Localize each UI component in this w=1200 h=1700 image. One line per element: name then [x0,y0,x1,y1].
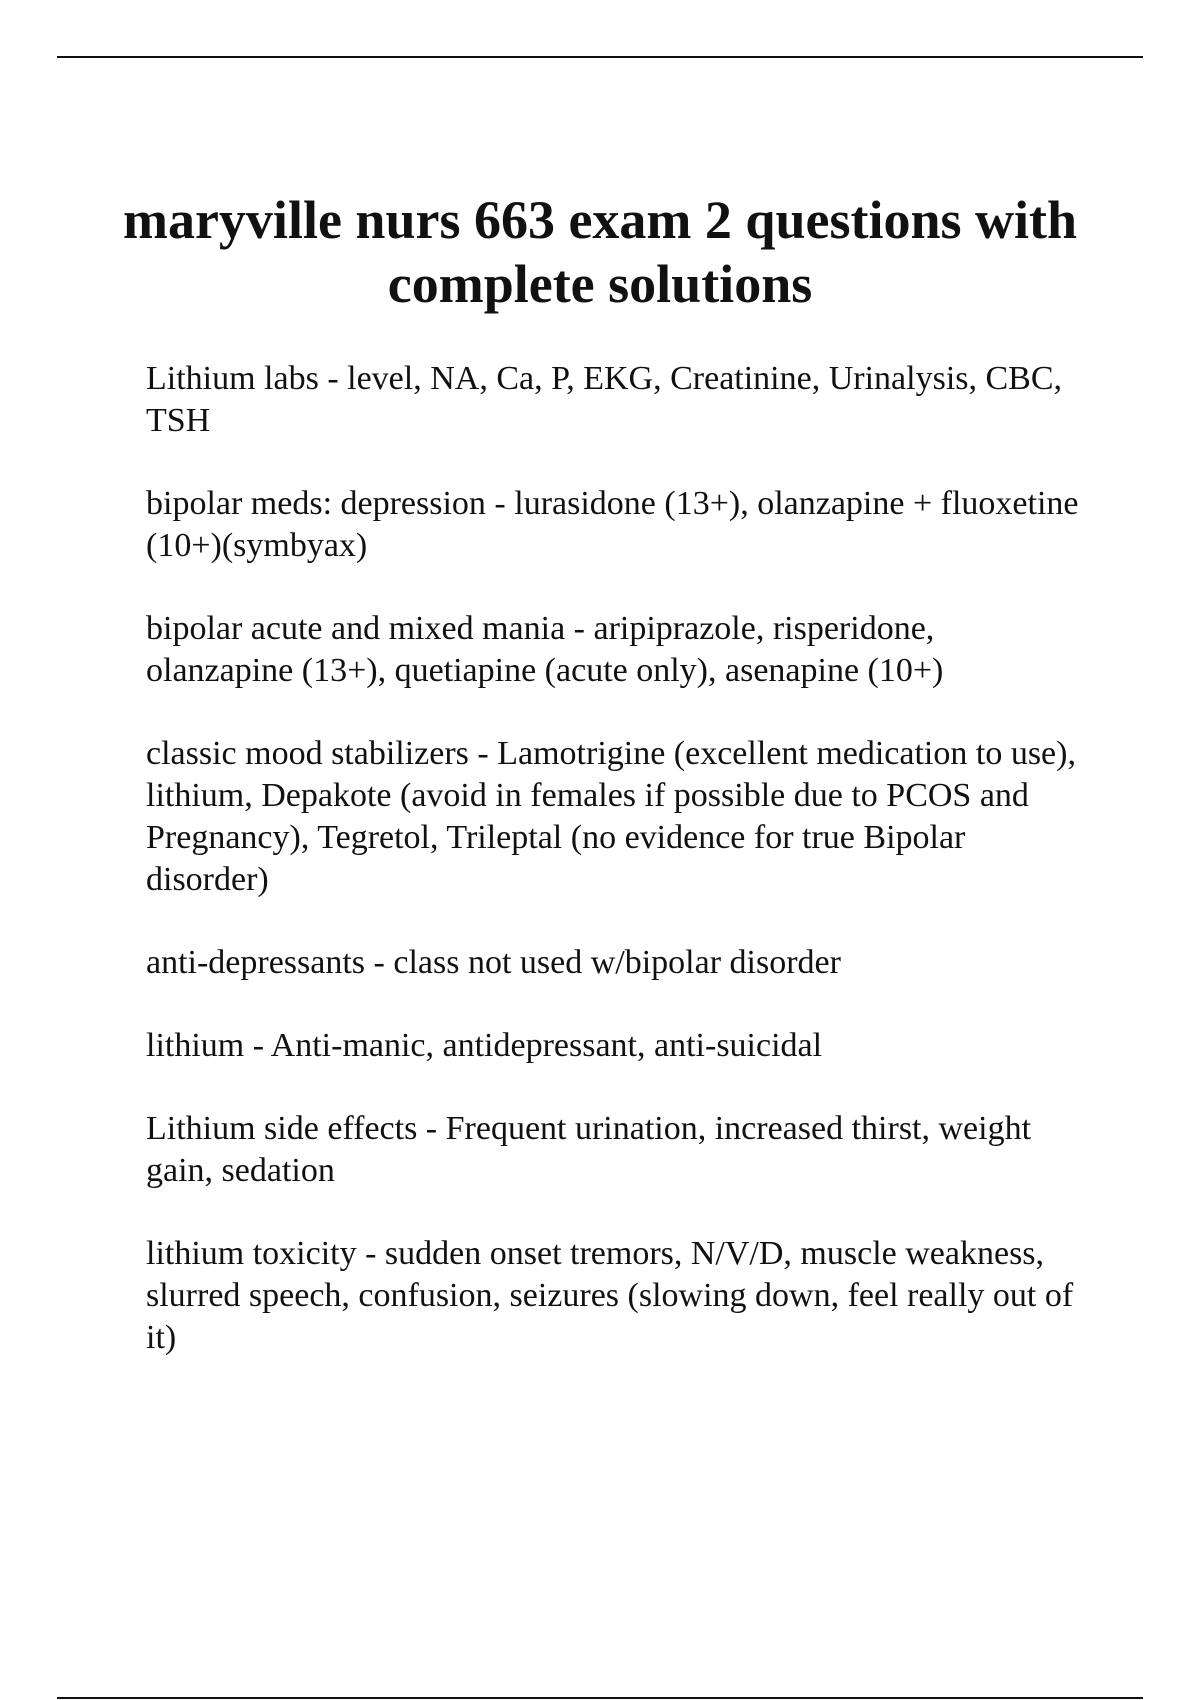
qa-entry-bipolar-depression-meds: bipolar meds: depression - lurasidone (13+), olanzapine + fluoxetine (10+)(symbyax) [146,485,1079,564]
qa-entry-mood-stabilizers: classic mood stabilizers - Lamotrigine (excellent medication to use), lithium, Depakote (avoid in females if possible due to PCOS and Pregnancy), Tegretol, Trileptal (no evidence for true Bipolar disorder) [146,735,1076,898]
qa-entry-lithium-side-effects: Lithium side effects - Frequent urination, increased thirst, weight gain, sedation [146,1110,1032,1189]
qa-entry-lithium-labs: Lithium labs - level, NA, Ca, P, EKG, Creatinine, Urinalysis, CBC, TSH [146,360,1063,439]
qa-entry-lithium: lithium - Anti-manic, antidepressant, anti-suicidal [146,1027,823,1064]
top-divider [57,56,1143,58]
qa-entry-lithium-toxicity: lithium toxicity - sudden onset tremors, N/V/D, muscle weakness, slurred speech, confusion, seizures (slowing down, feel really out of it) [146,1235,1074,1356]
document-title: maryville nurs 663 exam 2 questions with complete solutions [122,190,1078,314]
bottom-divider [57,1697,1143,1699]
qa-entry-bipolar-mania-meds: bipolar acute and mixed mania - aripiprazole, risperidone, olanzapine (13+), quetiapine (acute only), asenapine (10+) [146,610,944,689]
qa-list [146,358,1086,1400]
qa-entry-anti-depressants: anti-depressants - class not used w/bipolar disorder [146,944,841,981]
